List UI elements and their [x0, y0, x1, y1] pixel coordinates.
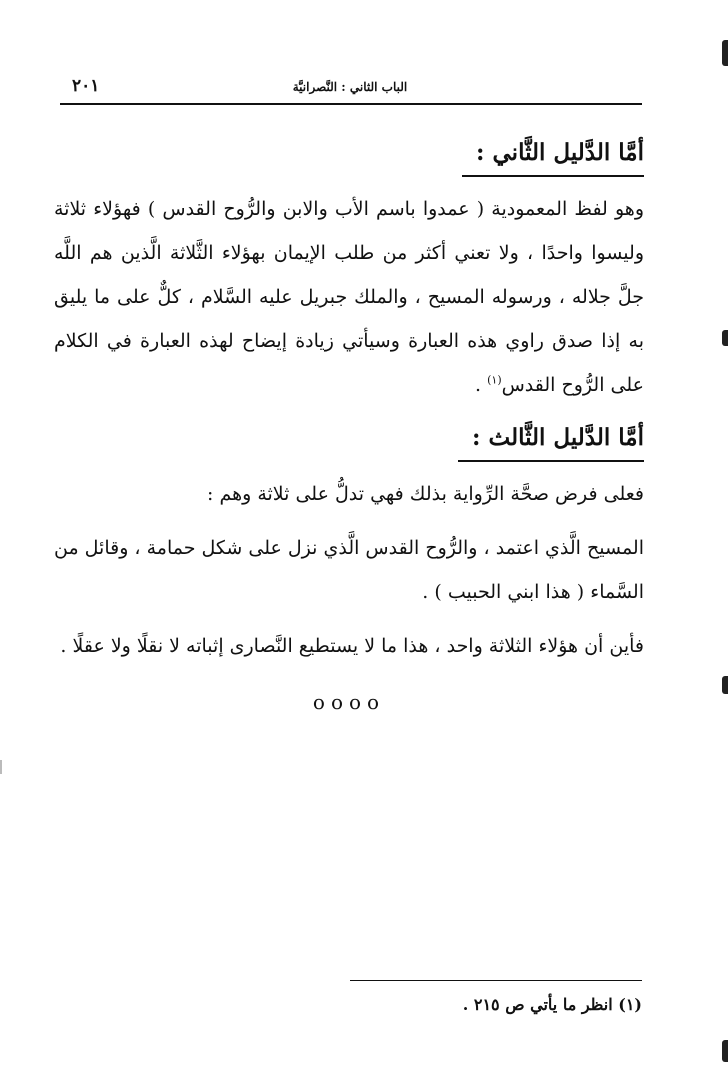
paragraph [54, 187, 644, 407]
section-heading: أمَّا الدَّليل الثَّاني : [462, 133, 644, 177]
paragraph: فعلى فرض صحَّة الرِّواية بذلك فهي تدلُّ على ثلاثة وهم : [207, 483, 644, 505]
section-third-proof [54, 417, 644, 462]
running-header [60, 72, 640, 100]
running-title: الباب الثاني : النَّصرانيَّة [292, 80, 408, 94]
paragraph-end: . [475, 374, 488, 396]
section-heading: أمَّا الدَّليل الثَّالث : [458, 418, 644, 462]
scan-edge-mark [0, 760, 2, 774]
paragraph: المسيح الَّذي اعتمد ، والرُّوح القدس الَّذي نزل على شكل حمامة ، وقائل من السَّماء ( هذا ابني الحبيب ) . [53, 537, 644, 603]
paragraph: فأين أن هؤلاء الثلاثة واحد ، هذا ما لا يستطيع النَّصارى إثباته لا نقلًا ولا عقلًا . [60, 635, 644, 657]
scan-edge-mark [722, 330, 728, 346]
scan-edge-mark [722, 40, 728, 66]
scan-edge-mark [722, 1040, 728, 1062]
paragraph-text: وهو لفظ المعمودية ( عمدوا باسم الأب والابن والرُّوح القدس ) فهؤلاء ثلاثة وليسوا واحدًا ، ولا تعني أكثر من طلب الإيمان بهؤلاء الثَّلاثة الَّذين هم اللَّه جلَّ جلاله ، ورسوله المسيح ، والملك جبريل عليه السَّلام ، كلٌّ على ما يليق به إذا صدق راوي هذه العبارة وسيأتي زيادة إيضاح لهذه العبارة في الكلام على الرُّوح القدس [54, 198, 644, 396]
footnote-reference: (١) [487, 373, 502, 387]
body-text [54, 128, 644, 724]
section-second-proof [54, 132, 644, 177]
header-rule [60, 103, 642, 105]
page-number: ٢٠١ [72, 76, 100, 96]
footnote-rule [350, 980, 642, 981]
scan-edge-mark [722, 676, 728, 694]
end-marks: oooo [312, 690, 386, 714]
footnote: (١) انظر ما يأتي ص ٢١٥ . [462, 995, 642, 1014]
